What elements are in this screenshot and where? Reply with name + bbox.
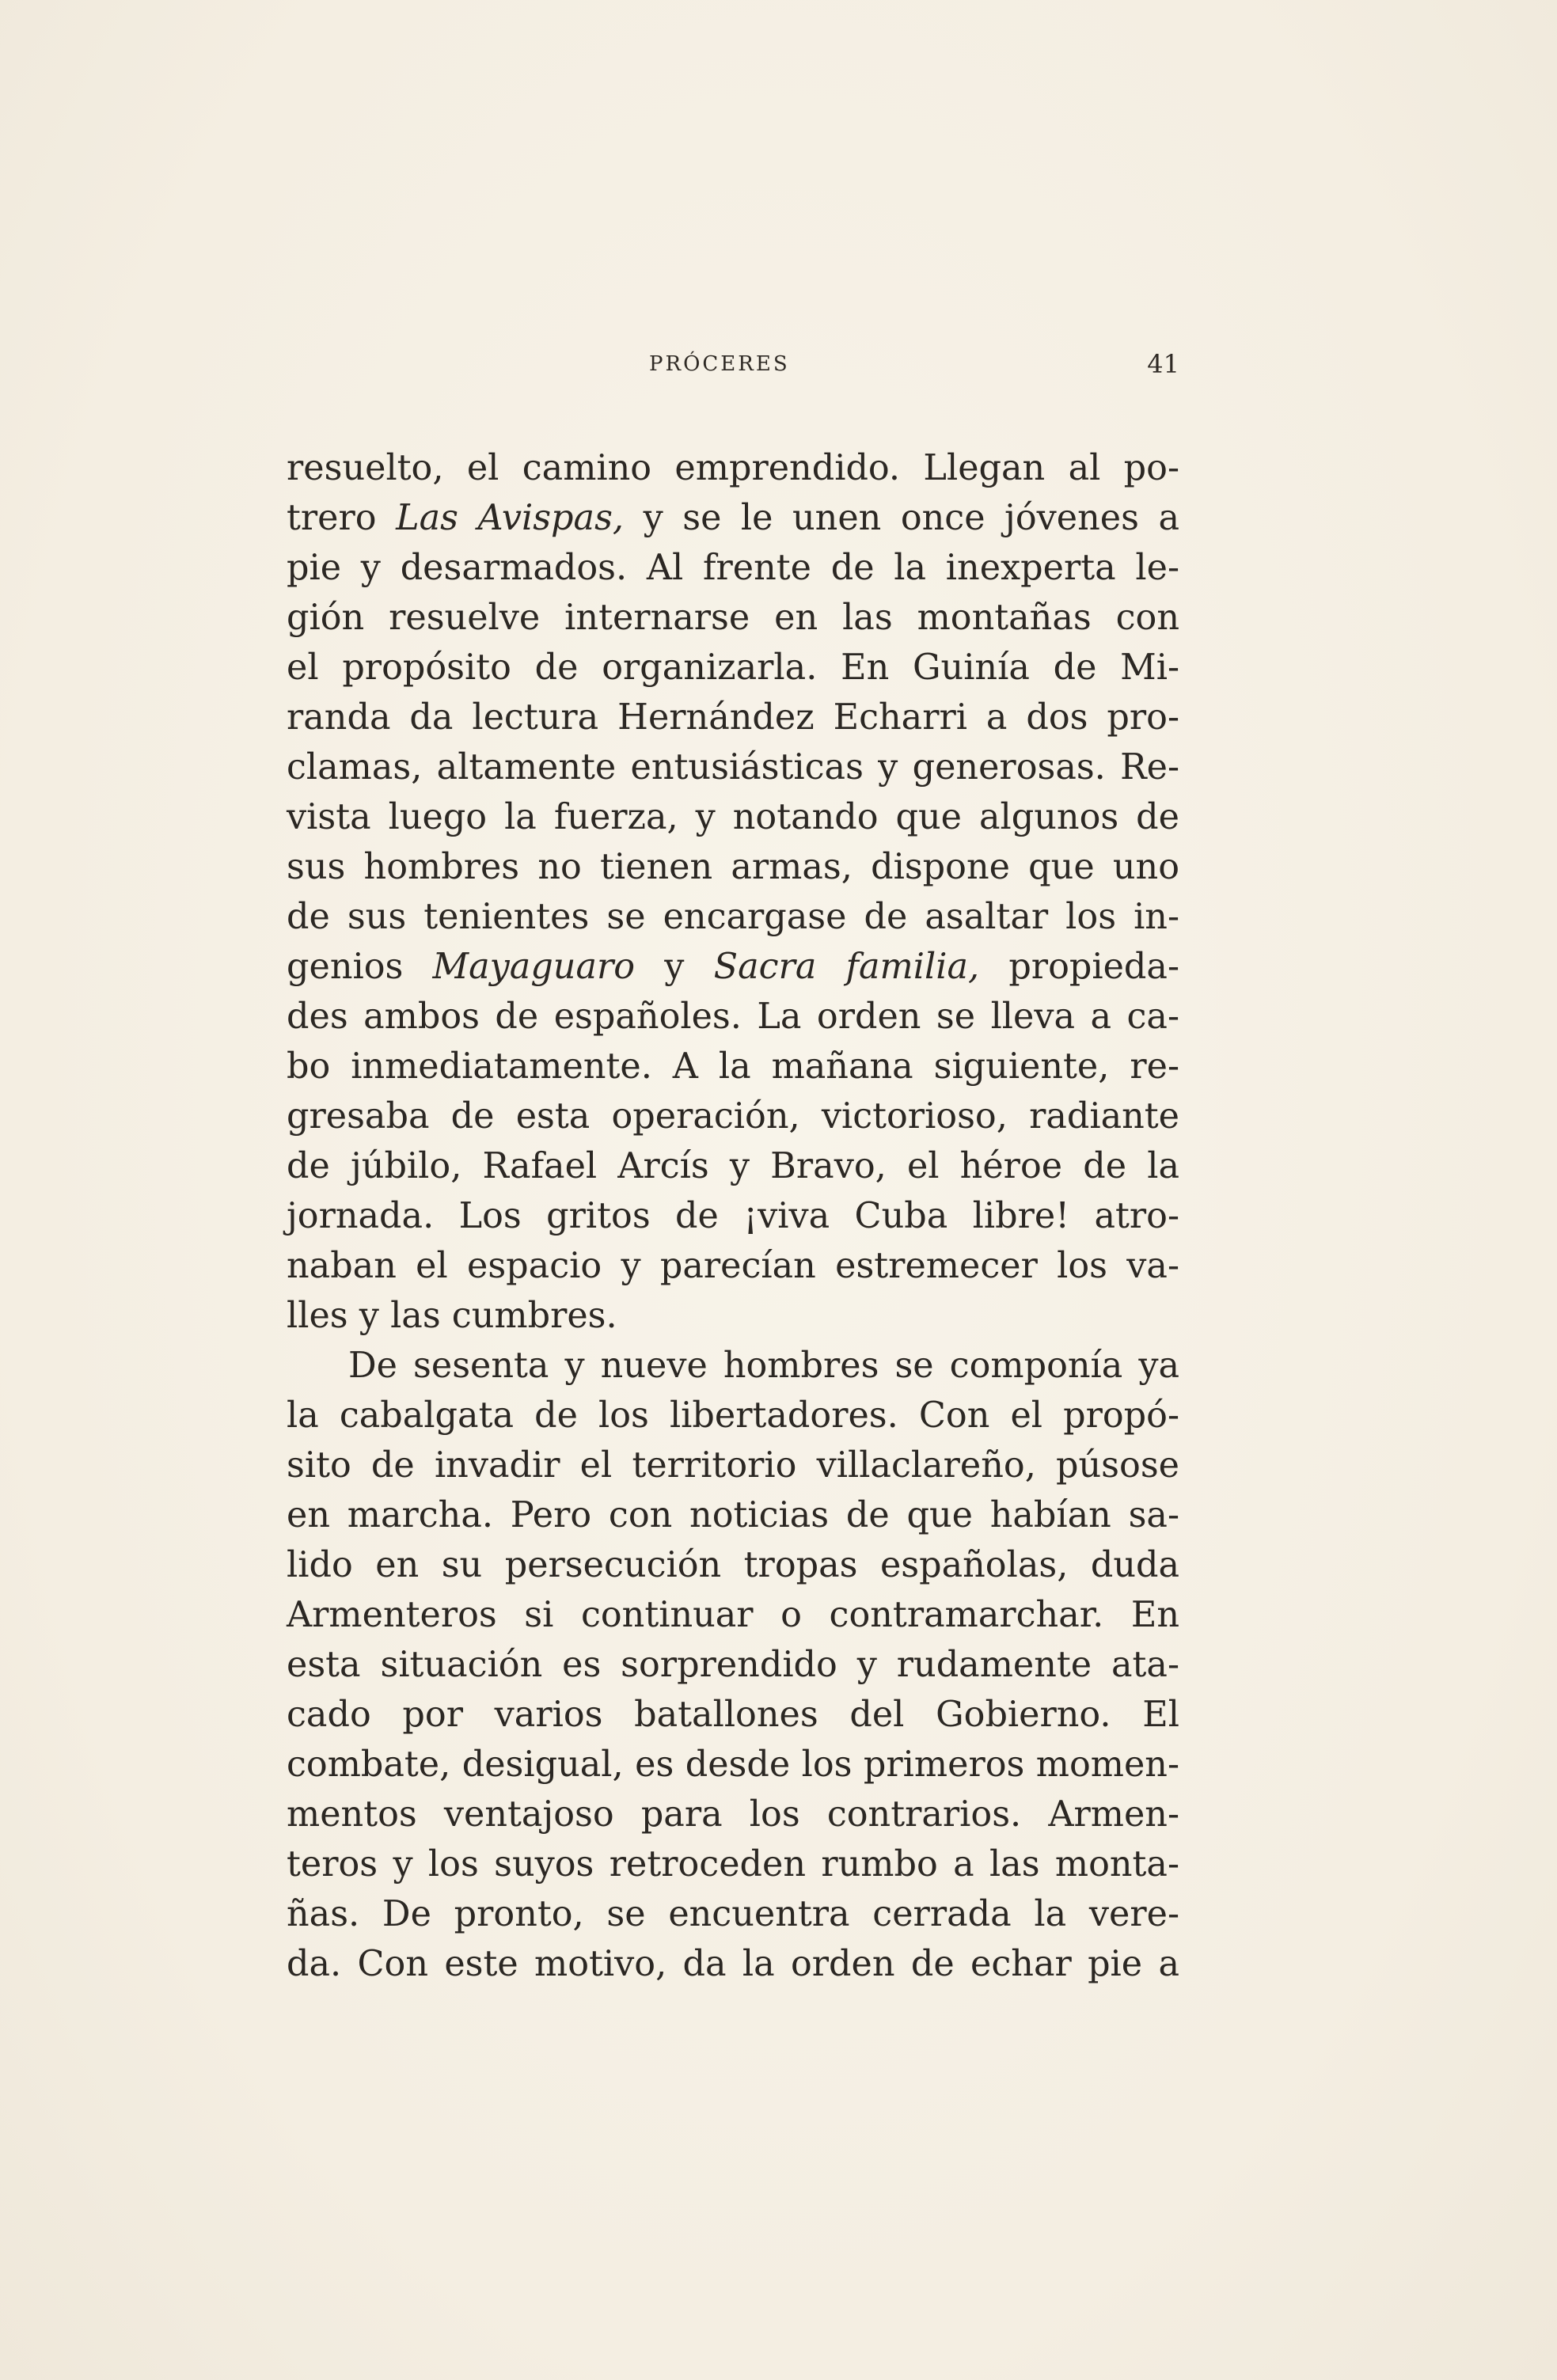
text-line: De sesenta y nueve hombres se componía ya	[348, 1346, 1179, 1386]
text-line: Armenteros si continuar o contramarchar. En	[287, 1595, 1179, 1635]
running-head	[285, 349, 1179, 384]
body-text	[287, 443, 1179, 1989]
text-line: cado por varios batallones del Gobierno. El	[287, 1695, 1179, 1735]
text-line: genios Mayaguaro y Sacra familia, propieda-	[287, 947, 1179, 987]
text-line: combate, desigual, es desde los primeros momen-	[287, 1744, 1179, 1785]
text-line: resuelto, el camino emprendido. Llegan al po-	[287, 448, 1179, 488]
text-line: trero Las Avispas, y se le unen once jóvenes a	[287, 498, 1179, 538]
text-line: sus hombres no tienen armas, dispone que uno	[287, 847, 1179, 887]
text-line: ñas. De pronto, se encuentra cerrada la vere-	[287, 1894, 1179, 1934]
paragraph-2	[287, 1341, 1179, 1989]
text-line: des ambos de españoles. La orden se lleva a ca-	[287, 996, 1179, 1037]
running-head-title: PRÓCERES	[649, 352, 790, 376]
text-line: de júbilo, Rafael Arcís y Bravo, el héroe de la	[287, 1146, 1179, 1186]
text-line: pie y desarmados. Al frente de la inexperta le-	[287, 548, 1179, 588]
text-line: la cabalgata de los libertadores. Con el propó-	[287, 1395, 1179, 1436]
place-name-italic: Las Avispas,	[396, 498, 625, 538]
page-number: 41	[1147, 349, 1179, 379]
text-line: naban el espacio y parecían estremecer los va-	[287, 1246, 1179, 1286]
estate-name-italic: Mayaguaro	[432, 947, 636, 987]
text-line: jornada. Los gritos de ¡viva Cuba libre! atro-	[287, 1196, 1179, 1236]
text-line: en marcha. Pero con noticias de que habían sa-	[287, 1495, 1179, 1535]
text-line: bo inmediatamente. A la mañana siguiente, re-	[287, 1046, 1179, 1087]
text-line: teros y los suyos retroceden rumbo a las monta-	[287, 1844, 1179, 1885]
text-line: el propósito de organizarla. En Guinía de Mi-	[287, 647, 1179, 688]
text-line: lles y las cumbres.	[287, 1296, 617, 1336]
text-line: esta situación es sorprendido y rudamente ata-	[287, 1645, 1179, 1685]
text-line: lido en su persecución tropas españolas, duda	[287, 1545, 1179, 1585]
text-line: vista luego la fuerza, y notando que algunos de	[287, 797, 1179, 837]
text-line: clamas, altamente entusiásticas y generosas. Re-	[287, 747, 1179, 788]
text-line: randa da lectura Hernández Echarri a dos pro-	[287, 697, 1179, 738]
estate-name-italic: Sacra familia,	[713, 947, 980, 987]
text-line: gresaba de esta operación, victorioso, radiante	[287, 1096, 1179, 1137]
text-line: da. Con este motivo, da la orden de echar pie a	[287, 1944, 1179, 1984]
paragraph-1	[287, 443, 1179, 1341]
text-line: mentos ventajoso para los contrarios. Armen-	[287, 1794, 1179, 1835]
text-line: sito de invadir el territorio villaclareño, púsose	[287, 1445, 1179, 1486]
text-line: gión resuelve internarse en las montañas con	[287, 598, 1179, 638]
text-line: de sus tenientes se encargase de asaltar los in-	[287, 897, 1179, 937]
